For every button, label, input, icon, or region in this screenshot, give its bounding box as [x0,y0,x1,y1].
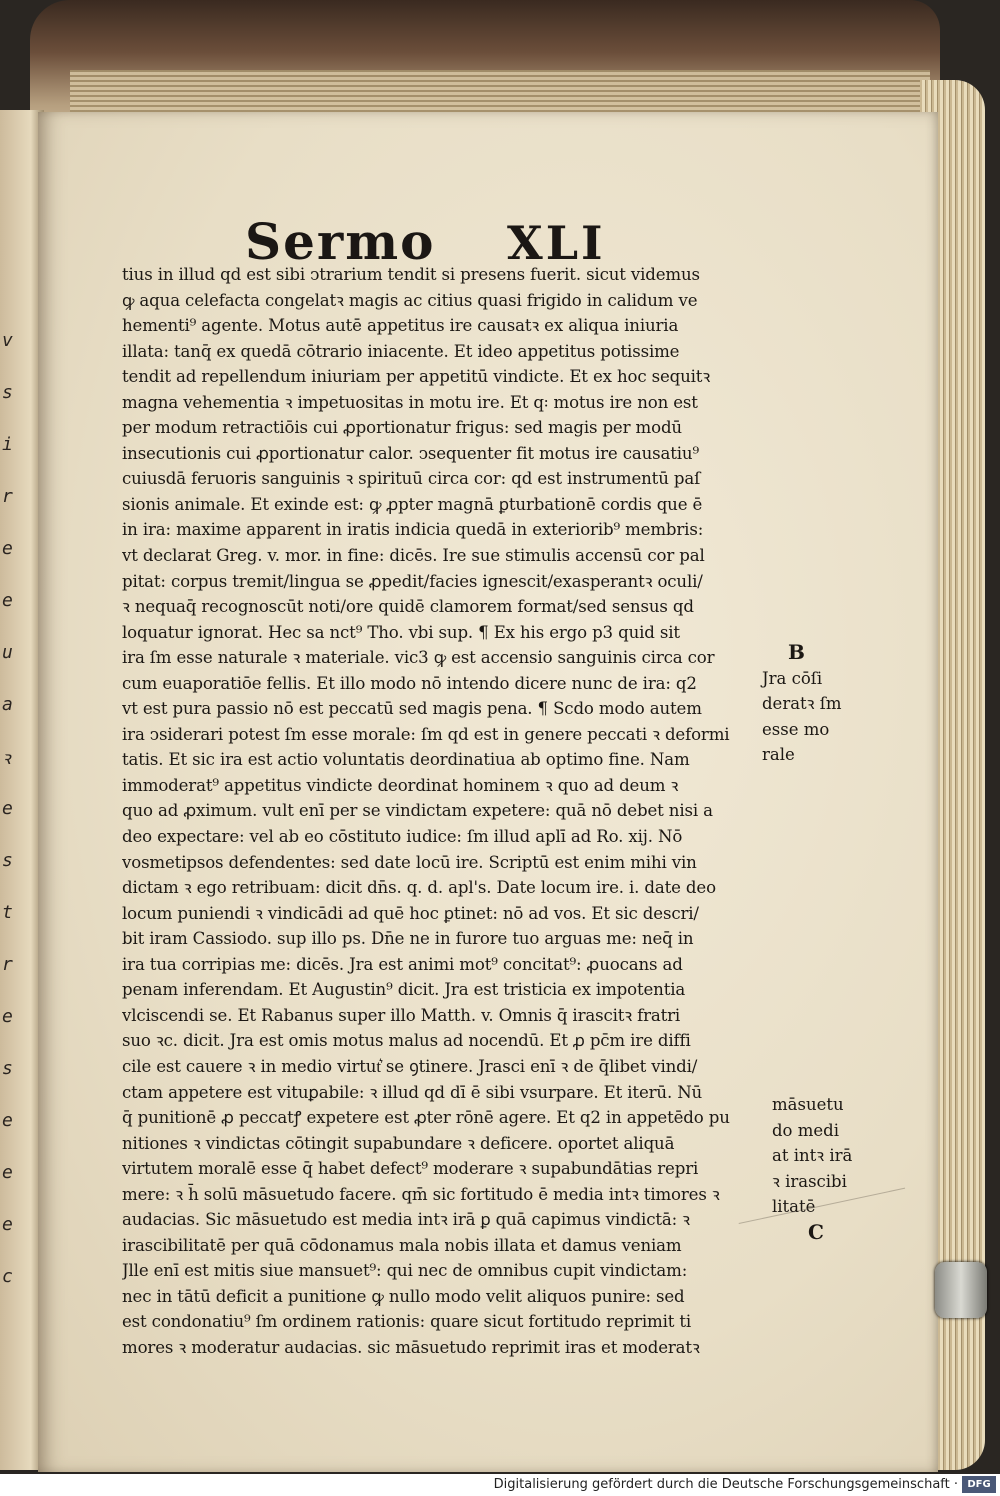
marginal-line: ꝛ irascibi [772,1171,847,1191]
digitization-footer [0,1474,1000,1496]
marginal-line: deratꝛ ſm [762,694,842,713]
text-line: sionis animale. Et exinde est: ꝙ ꝓpter magnā ꝑturbationē cordis que ē [122,494,703,514]
facing-page-letter: t [2,902,13,923]
text-line: hementi⁹ agente. Motus autē appetitus ire causatꝛ ex aliqua iniuria [122,316,679,336]
text-line: q̄ punitionē ꝓ peccatꝭ expetere est ꝓter rōnē agere. Et q2 in appetēdo pu [122,1108,730,1128]
marginal-line: rale [762,745,795,764]
facing-page-letter: e [2,1214,13,1235]
text-line: cile est cauere ꝛ in medio virtut͛ se ꝯtinere. Jrasci enī ꝛ de q̄libet vindi/ [122,1056,698,1076]
metal-clip [935,1262,987,1318]
facing-page-letter: v [2,330,13,351]
facing-page-letter: c [2,1266,13,1287]
facing-page-letter: r [2,954,13,975]
text-line: suo ꝛc. dicit. Jra est omis motus malus ad nocendū. Et ꝓ pc̄m ire diffi [122,1031,691,1051]
marginal-line: at intꝛ irā [772,1146,853,1165]
text-line: tius in illud qd est sibi ↄtrarium tendit si presens fuerit. sicut videmus [122,265,700,284]
facing-page-letter: e [2,538,13,559]
marginal-note-1 [762,640,842,768]
facing-page-letter: e [2,1162,13,1183]
text-line: est condonatiu⁹ ſm ordinem rationis: quare sicut fortitudo reprimit ti [122,1312,692,1332]
header-folio-number: XLI [507,216,606,270]
marginal-letter-b: B [788,640,805,664]
facing-page-letter: u [2,642,13,663]
marginal-line: māsuetu [772,1095,844,1114]
text-line: ira tua corripias me: dicēs. Jra est animi mot⁹ concitat⁹: ꝓuocans ad [122,954,683,974]
text-line: ꝙ aqua celefacta congelatꝛ magis ac citius quasi frigido in calidum ve [122,290,698,310]
text-line: bit iram Cassiodo. sup illo ps. Dn̄e ne in furore tuo arguas me: neq̄ in [122,929,694,949]
dfg-logo: DFG [962,1476,996,1493]
text-line: mores ꝛ moderatur audacias. sic māsuetudo reprimit iras et moderatꝛ [122,1337,700,1357]
text-line: dictam ꝛ ego retribuam: dicit dn̄s. q. d. apl's. Date locum ire. i. date deo [122,878,716,898]
facing-page-letter: e [2,590,13,611]
text-line: penam inferendam. Et Augustin⁹ dicit. Jra est tristicia ex impotentia [122,980,686,1000]
facing-page-letter: i [2,434,13,455]
text-line: immoderat⁹ appetitus vindicte deordinat hominem ꝛ quo ad deum ꝛ [122,775,679,795]
text-line: virtutem moralē esse q̄ habet defect⁹ moderare ꝛ supabundātias repri [122,1159,699,1179]
text-line: vt est pura passio nō est peccatū sed magis pena. ¶ Scdo modo autem [122,699,702,719]
text-line: tendit ad repellendum iniuriam per appetitū vindicte. Et ex hoc sequitꝛ [122,367,711,387]
text-line: per modum retractiōis cui ꝓportionatur frigus: sed magis per modū [122,418,682,438]
marginal-line: do medi [772,1120,839,1140]
facing-page-letter: s [2,1058,13,1079]
text-line: cum euaporatiōe fellis. Et illo modo nō intendo dicere nunc de ira: q2 [122,673,697,693]
footer-credit: Digitalisierung gefördert durch die Deutsche Forschungsgemeinschaft · [493,1477,958,1492]
main-text-block [122,262,770,1361]
text-line: illata: tanq̄ ex quedā cōtrario iniacente. Et ideo appetitus potissime [122,341,680,361]
facing-page-letter: r [2,486,13,507]
text-line: locum puniendi ꝛ vindicādi ad quē hoc ꝑtinet: nō ad vos. Et sic descri/ [122,903,699,923]
text-line: nec in tātū deficit a punitione ꝙ nullo modo velit aliquos punire: sed [122,1286,685,1306]
text-line: ira ↄsiderari potest ſm esse morale: ſm qd est in genere peccati ꝛ deformi [122,724,730,744]
text-line: deo expectare: vel ab eo cōstituto iudice: ſm illud aplī ad Ro. xij. Nō [122,827,683,847]
facing-page-letter: e [2,1006,13,1027]
header-sermo: Sermo [245,212,436,271]
facing-page-letter: a [2,694,13,715]
text-line: vt declarat Greg. v. mor. in fine: dicēs. Ire sue stimulis accensū cor pal [122,546,705,566]
text-line: ꝛ nequaq̄ recognoscūt noti/ore quidē clamorem format/sed sensus qd [122,597,694,617]
text-line: tatis. Et sic ira est actio voluntatis deordinatiua ab optimo fine. Nam [122,750,690,770]
text-line: Jlle enī est mitis siue mansuet⁹: qui nec de omnibus cupit vindictam: [122,1261,688,1281]
text-line: ctam appetere est vituꝑabile: ꝛ illud qd dī ē sibi vsurpare. Et iterū. Nū [122,1082,703,1102]
marginal-line: Jra cōſi [762,668,823,688]
page-header [245,212,625,271]
marginal-line: litatē [772,1197,816,1216]
text-line: audacias. Sic māsuetudo est media intꝛ irā ꝑ quā capimus vindictā: ꝛ [122,1210,690,1230]
facing-page-letter: ꝛ [2,748,11,769]
text-line: pitat: corpus tremit/lingua se ꝓpedit/facies ignescit/exasperantꝛ oculi/ [122,571,703,591]
marginal-letter-c: C [808,1219,824,1244]
text-line: vosmetipsos defendentes: sed date locū ire. Scriptū est enim mihi vin [122,852,697,872]
text-line: cuiusdā feruoris sanguinis ꝛ spirituū circa cor: qd est instrumentū paſ [122,469,701,489]
facing-page-letter: e [2,798,13,819]
text-line: mere: ꝛ h̄ solū māsuetudo facere. qm̄ sic fortitudo ē media intꝛ timores ꝛ [122,1184,720,1204]
text-line: loquatur ignorat. Hec sa nct⁹ Tho. vbi sup. ¶ Ex his ergo p3 quid sit [122,622,680,642]
text-line: magna vehementia ꝛ impetuositas in motu ire. Et q꞉ motus ire non est [122,392,698,412]
text-line: insecutionis cui ꝓportionatur calor. ↄsequenter fit motus ire causatiu⁹ [122,443,699,463]
text-line: irascibilitatē per quā cōdonamus mala nobis illata et damus veniam [122,1235,682,1255]
facing-page-letter: e [2,1110,13,1131]
facing-page-letter: s [2,382,13,403]
text-line: in ira: maxime apparent in iratis indicia quedā in exteriorib⁹ membris: [122,520,704,540]
text-line: ira ſm esse naturale ꝛ materiale. vic3 ꝙ est accensio sanguinis circa cor [122,648,715,668]
marginal-line: esse mo [762,719,830,739]
facing-page-letter: s [2,850,13,871]
text-line: vlciscendi se. Et Rabanus super illo Matth. v. Omnis q̄ irascitꝛ fratri [122,1005,681,1025]
text-line: quo ad ꝓximum. vult enī per se vindictam expetere: quā nō debet nisi a [122,801,713,821]
text-line: nitiones ꝛ vindictas cōtingit supabundare ꝛ deficere. oportet aliquā [122,1133,675,1153]
